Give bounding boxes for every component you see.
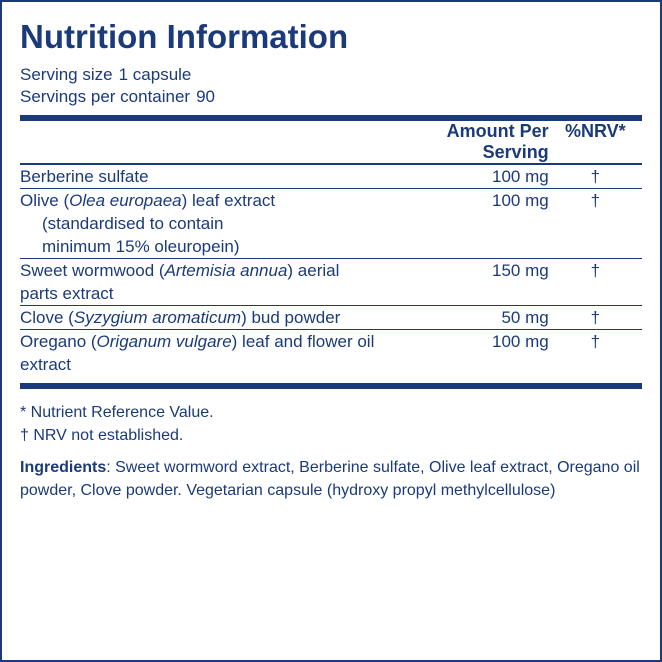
table-row [20,165,642,188]
row-amount: 100 mg [491,167,549,186]
row-nrv: † [590,167,601,186]
table-header-row [20,121,642,163]
table-row [20,306,642,329]
nutrition-table [20,121,642,163]
row-name [20,306,381,329]
serving-size-label: Serving size [20,65,113,84]
row-amount: 150 mg [491,261,549,280]
row-name-main: Sweet wormwood ( [20,261,165,280]
row-amount: 50 mg [501,308,549,327]
row-name-main: Olive ( [20,191,70,210]
row-name [20,259,381,305]
row-subline: (standardised to contain [42,214,224,233]
footnote-nrv-not-established: † NRV not established. [20,427,184,444]
nutrition-rows-table [20,165,642,376]
page-title: Nutrition Information [20,18,349,55]
row-name-tail: ) leaf and flower oil extract [20,332,375,374]
row-amount: 100 mg [491,191,549,210]
serving-size-value: 1 capsule [118,65,192,84]
ingredients-text: : Sweet wormword extract, Berberine sulfate, Olive leaf extract, Oregano oil powder, Clove powder. Vegetarian capsule (hydroxy propyl methylcellulose) [20,459,640,499]
column-header-name [20,121,381,163]
table-header [20,121,642,163]
row-name-main: Berberine sulfate [20,167,149,186]
servings-per-container-line [20,86,646,108]
ingredients-block [20,456,642,502]
row-name-main: Oregano ( [20,332,97,351]
footnotes [20,401,642,447]
row-name-italic: Syzygium aromaticum [73,308,242,327]
servings-per-container-value: 90 [196,87,216,106]
serving-size-line [20,64,646,86]
table-row [20,259,642,305]
row-nrv: † [590,191,601,210]
row-name-italic: Origanum vulgare [96,332,232,351]
row-amount: 100 mg [491,332,549,351]
column-header-nrv: %NRV* [564,121,626,141]
table-row [20,330,642,376]
row-name-italic: Artemisia annua [164,261,288,280]
column-header-amount: Amount Per Serving [446,121,549,162]
row-name-italic: Olea europaea [69,191,182,210]
row-name [20,189,381,258]
table-bottom-rule [20,383,642,389]
row-name [20,165,381,188]
ingredients-label: Ingredients [20,459,107,476]
row-name-tail: ) leaf extract [181,191,276,210]
row-nrv: † [590,308,601,327]
row-name [20,330,381,376]
table-row [20,189,642,258]
footnote-nrv-definition: * Nutrient Reference Value. [20,404,214,421]
row-subline: minimum 15% oleuropein) [42,237,240,256]
row-nrv: † [590,332,601,351]
row-nrv: † [590,261,601,280]
row-name-tail: ) bud powder [241,308,341,327]
row-name-tail: ) aerial parts extract [20,261,340,303]
row-name-main: Clove ( [20,308,74,327]
servings-per-container-label: Servings per container [20,87,191,106]
